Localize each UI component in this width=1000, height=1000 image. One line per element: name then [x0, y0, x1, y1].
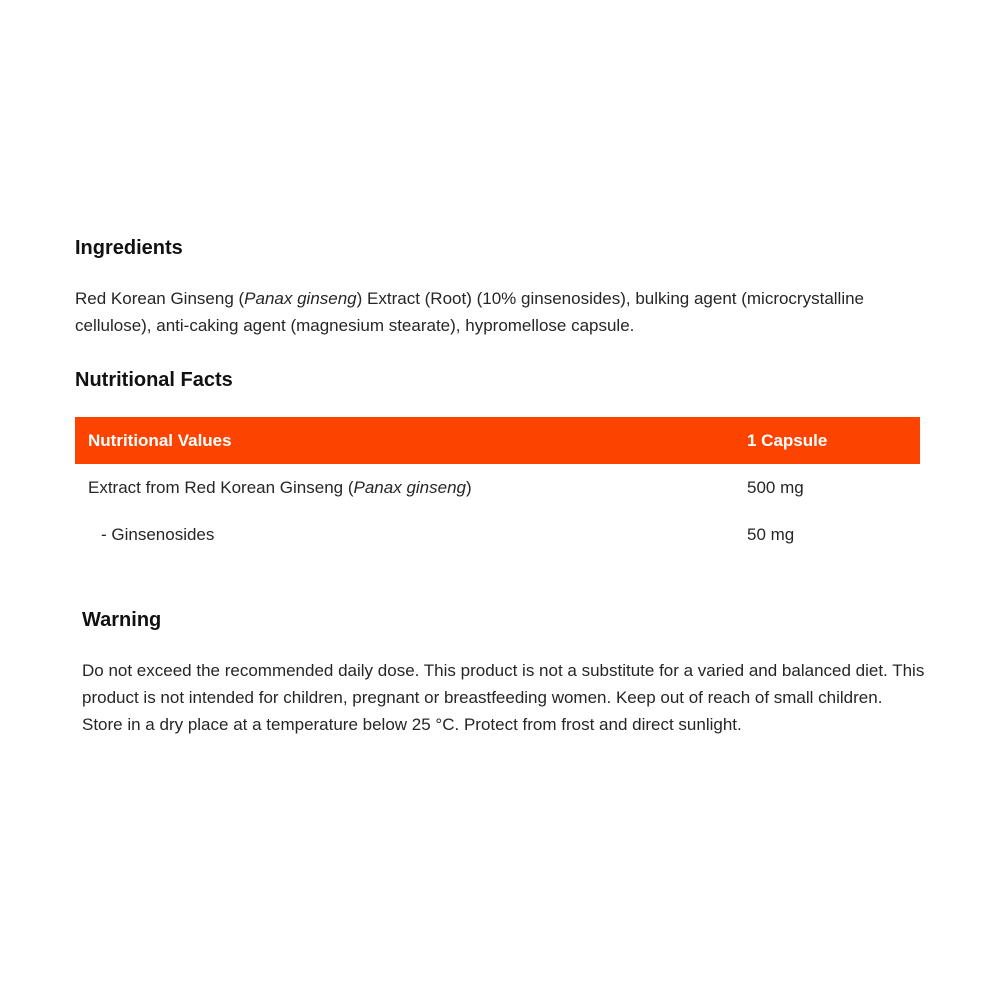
row-name-end: ) [466, 477, 472, 497]
ingredients-latin-name: Panax ginseng [244, 289, 357, 308]
warning-heading: Warning [82, 609, 162, 631]
table-header-row [75, 417, 920, 464]
nutritional-facts-table [75, 417, 920, 558]
row-latin-name: Panax ginseng [353, 477, 466, 497]
row-amount-ginsenosides: 50 mg [747, 524, 795, 544]
column-header-serving: 1 Capsule [747, 430, 828, 450]
table-row [75, 464, 920, 511]
ingredients-heading: Ingredients [75, 237, 183, 259]
table-row [75, 511, 920, 558]
nutritional-facts-heading: Nutritional Facts [75, 369, 233, 391]
warning-text: Do not exceed the recommended daily dose. This product is not a substitute for a varied and balanced diet. This product is not intended for children, pregnant or breastfeeding women. Keep out of reach of small children. Store in a dry place at a temperature below 25 °C. Protect from frost and direct sunlight. [82, 661, 925, 734]
row-amount-extract: 500 mg [747, 477, 804, 497]
ingredients-text-end: ) Extract (Root) (10% ginsenosides), bulking agent (microcrystalline cellulose), anti-caking agent (magnesium stearate), hypromellose capsule. [75, 289, 865, 335]
row-name-extract [75, 478, 747, 498]
ingredients-text [75, 285, 925, 339]
row-name-ginsenosides: - Ginsenosides [101, 524, 215, 544]
column-header-nutritional-values: Nutritional Values [88, 430, 232, 450]
row-name-start: Extract from Red Korean Ginseng ( [88, 477, 354, 497]
ingredients-text-start: Red Korean Ginseng ( [75, 289, 245, 308]
